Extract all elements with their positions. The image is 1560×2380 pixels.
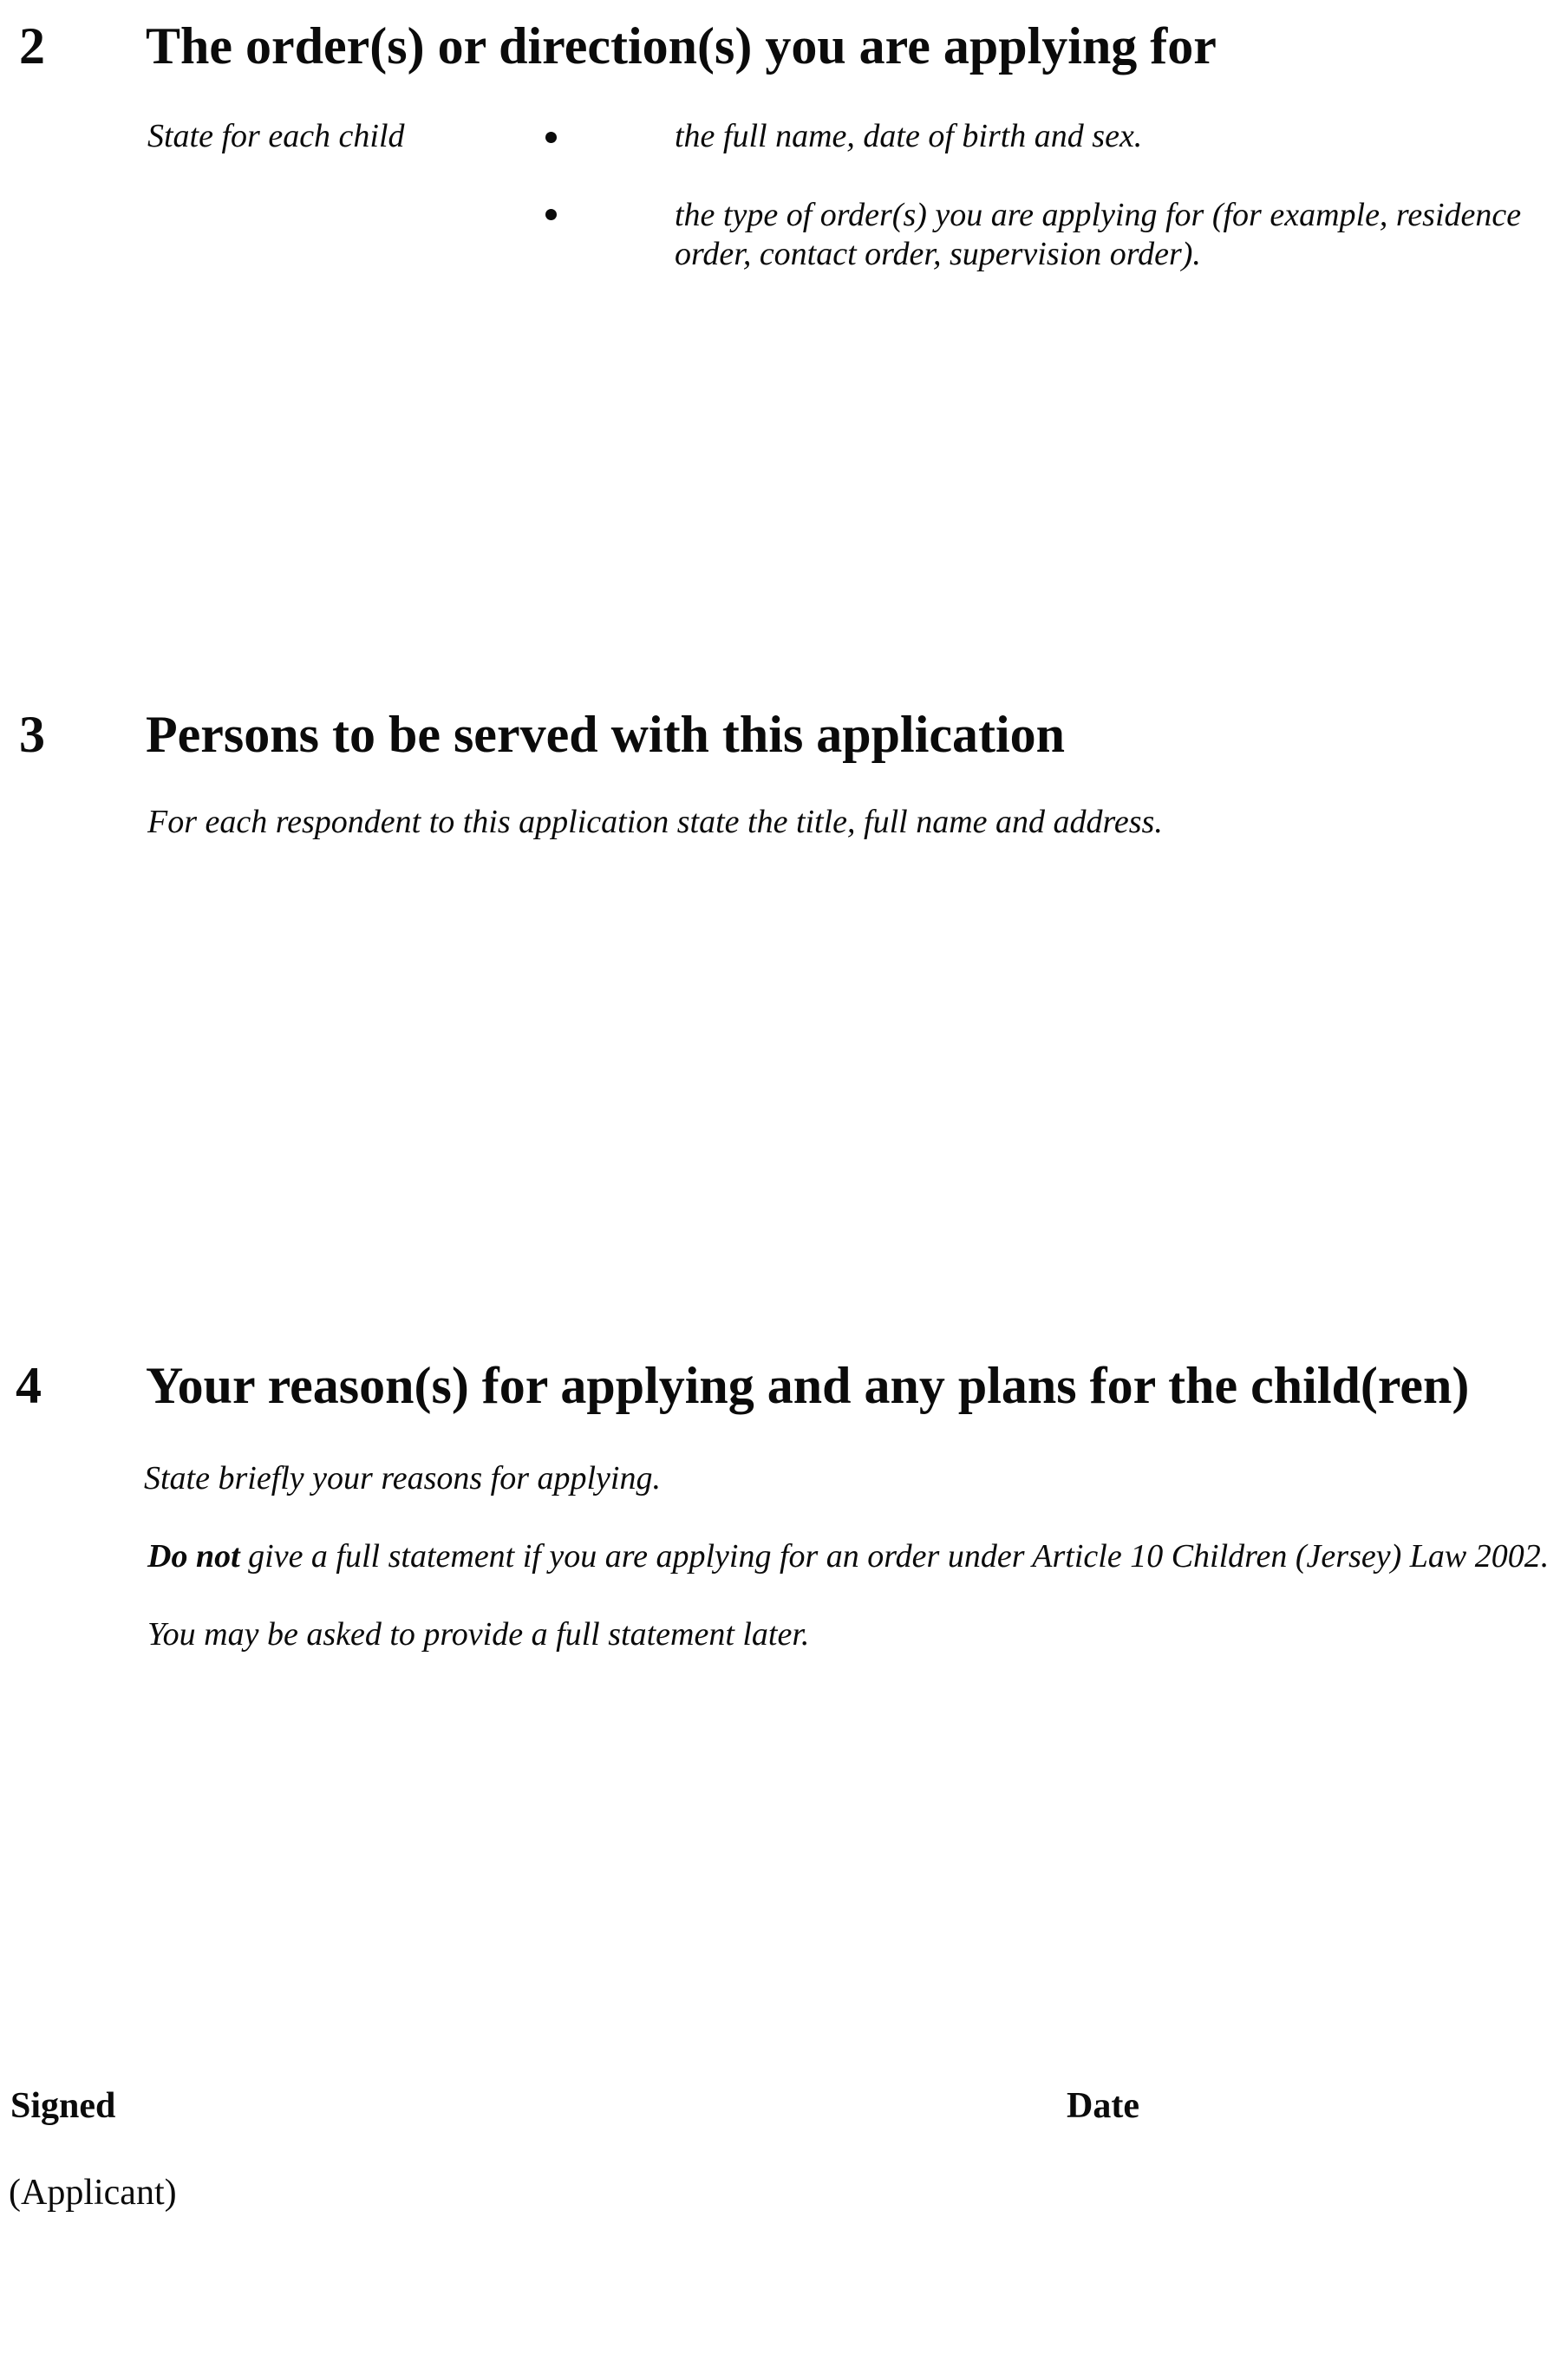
section-2-heading: The order(s) or direction(s) you are applying for [146,17,1217,75]
bullet-icon [545,209,557,220]
section-3-instruction: For each respondent to this application state the title, full name and address. [147,804,1163,840]
section-3-number: 3 [19,706,45,763]
applicant-label: (Applicant) [9,2173,177,2213]
section-4-instruction-2 [147,1540,1549,1573]
section-4-number: 4 [16,1357,42,1414]
section-4-instruction-1: State briefly your reasons for applying. [144,1460,661,1496]
instruction-2-rest: give a full statement if you are applying for an order under Article 10 Children (Jersey) Law 2002. [239,1538,1550,1575]
section-2-lead-instruction: State for each child [147,118,405,154]
section-3-heading: Persons to be served with this application [146,706,1066,763]
section-2-number: 2 [19,17,45,75]
do-not-emphasis: Do not [147,1538,240,1575]
signed-label: Signed [10,2086,116,2126]
section-2-bullet-item-1: the full name, date of birth and sex. [675,118,1143,154]
date-label: Date [1067,2086,1139,2126]
section-2-bullet-item-2: the type of order(s) you are applying for (for example, residence order, contact order, supervision order). [675,197,1522,272]
section-4-instruction-3: You may be asked to provide a full statement later. [147,1616,810,1653]
section-4-heading: Your reason(s) for applying and any plans for the child(ren) [146,1357,1470,1414]
bullet-icon [545,132,557,143]
